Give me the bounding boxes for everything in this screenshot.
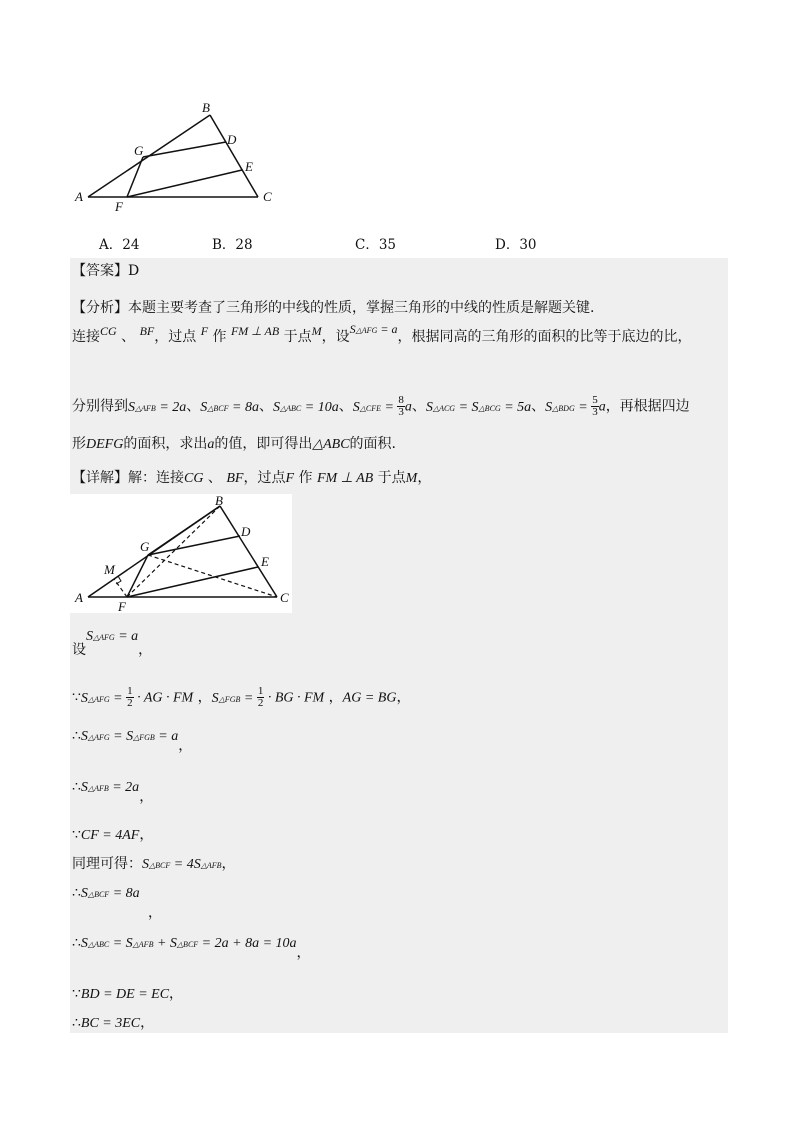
step-bd-de-ec: ∵BD = DE = EC， <box>72 986 184 1002</box>
answer-value: D <box>128 263 140 279</box>
answer-line <box>72 262 139 280</box>
detail-line-1: 【详解】解：连接CG 、 BF，过点F 作 FM ⊥ AB 于点M， <box>72 470 432 486</box>
step-similarly: 同理可得：S△BCF = 4S△AFB， <box>72 856 236 872</box>
triangle-figure <box>70 100 300 215</box>
option-a[interactable]: A．24 <box>99 237 140 253</box>
triangle-figure-with-construction <box>70 494 292 613</box>
label-b2: B <box>215 494 223 508</box>
label-m2: M <box>104 562 115 577</box>
detail-tag: 【详解】 <box>72 470 128 486</box>
step-abc: ∴S△ABC = S△AFB + S△BCF = 2a + 8a = 10a， <box>72 936 311 961</box>
label-g: G <box>134 143 144 158</box>
label-d: D <box>227 132 237 147</box>
step-let: 设S△AFG = a， <box>72 629 153 658</box>
label-f: F <box>115 199 123 214</box>
step-because-area: ∵S△AFG = $\frac{1}{2}$ · AG · FM ，S△FGB = $\frac{1}{2}$ · BG · FM ，AG = BG， <box>72 685 411 709</box>
step-bcf: ∴S△BCF = 8a ， <box>72 886 162 921</box>
option-c[interactable]: C．35 <box>355 237 397 253</box>
analysis-tag: 【分析】 <box>72 300 128 316</box>
label-b: B <box>202 100 210 115</box>
option-b[interactable]: B．28 <box>212 237 253 253</box>
label-e: E <box>245 159 253 174</box>
label-a: A <box>75 189 83 204</box>
label-f2: F <box>118 599 126 613</box>
analysis-line-4: 形DEFG的面积，求出a的值，即可得出△ABC的面积. <box>72 436 396 452</box>
analysis-line-2: 连接CG 、 BF，过点 F 作 FM ⊥ AB 于点M，设S△AFG = a，根据同高的三角形的面积的比等于底边的比， <box>72 322 692 345</box>
step-cf: ∵CF = 4AF， <box>72 827 154 843</box>
label-c: C <box>263 189 272 204</box>
solution-background <box>70 258 728 1033</box>
label-e2: E <box>261 554 269 569</box>
option-d[interactable]: D．30 <box>495 237 537 253</box>
step-afb: ∴S△AFB = 2a， <box>72 780 154 805</box>
analysis-text: 本题主要考查了三角形的中线的性质，掌握三角形的中线的性质是解题关键. <box>128 300 595 316</box>
analysis-line-3: 分别得到S△AFB = 2a、S△BCF = 8a、S△ABC = 10a、S△CFE = $\frac{8}{3}$ a、S△ACG = S△BCG = 5a、S△BDG = $\frac{5}{3}$ a，再根据四边 <box>72 394 690 418</box>
label-d2: D <box>241 524 251 539</box>
label-a2: A <box>75 590 83 605</box>
label-c2: C <box>280 590 289 605</box>
answer-tag: 【答案】 <box>72 263 128 279</box>
step-equal-areas: ∴S△AFG = S△FGB = a， <box>72 729 193 754</box>
analysis-line-1 <box>72 299 594 317</box>
label-g2: G <box>140 539 150 554</box>
step-bc: ∴BC = 3EC， <box>72 1015 155 1031</box>
